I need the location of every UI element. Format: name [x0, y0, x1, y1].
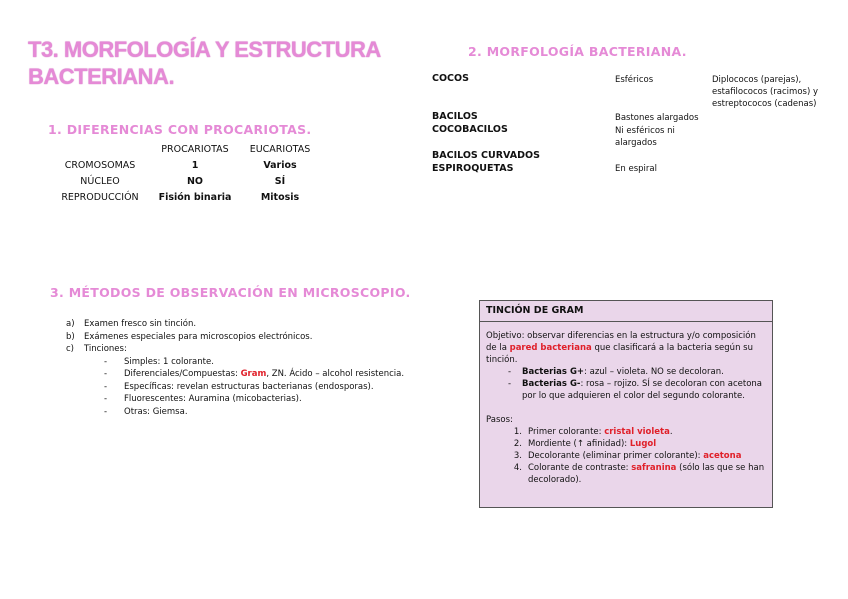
- gram-objective: [486, 330, 766, 366]
- table-row: [50, 173, 330, 189]
- sub-list-item: [66, 356, 404, 369]
- list-item: [66, 318, 404, 331]
- step-highlight: cristal violeta: [604, 427, 670, 437]
- step-number: 1.: [513, 427, 522, 437]
- list-item: [66, 343, 404, 356]
- cocos-types: Diplococos (parejas), estafilococos (racimos) y estreptococos (cadenas): [712, 75, 819, 109]
- bacteria-item: [486, 366, 766, 378]
- list-item: [66, 331, 404, 344]
- row-label: REPRODUCCIÓN: [61, 191, 139, 203]
- gram-stain-box: [479, 300, 773, 508]
- dash-bullet: -: [104, 356, 108, 367]
- dash-bullet: -: [104, 394, 108, 404]
- section3-heading: 3. MÉTODOS DE OBSERVACIÓN EN MICROSCOPIO.: [50, 285, 411, 300]
- sub-item-text: Diferenciales/Compuestas:: [124, 369, 241, 379]
- list-marker: a): [66, 319, 75, 329]
- list-item-text: Examen fresco sin tinción.: [84, 319, 197, 329]
- step-number: 3.: [513, 451, 522, 461]
- bacteria-text: : azul – violeta. NO se decoloran.: [584, 367, 724, 377]
- bacilos-label: BACILOS: [432, 111, 478, 122]
- table-header-row: [50, 141, 330, 157]
- step-item: [486, 462, 766, 486]
- dash-bullet: -: [104, 406, 108, 417]
- header-procariotas: PROCARIOTAS: [161, 143, 229, 155]
- comparison-table: [50, 141, 330, 205]
- methods-list: [66, 318, 404, 418]
- cell-procariotas: 1: [191, 159, 199, 171]
- gram-box-title: TINCIÓN DE GRAM: [480, 305, 772, 322]
- row-label: NÚCLEO: [80, 175, 120, 187]
- step-number: 4.: [513, 463, 522, 473]
- sub-item-text: Específicas: revelan estructuras bacterianas (endosporas).: [124, 381, 374, 392]
- dash-bullet: -: [104, 381, 108, 392]
- highlight-gram: Gram: [240, 369, 267, 379]
- highlight-pared: pared bacteriana: [509, 343, 592, 353]
- list-item-text: Tinciones:: [84, 344, 127, 354]
- sub-list-item: [66, 368, 404, 381]
- table-row: [50, 157, 330, 173]
- step-item: [486, 450, 766, 462]
- step-text: Colorante de contraste:: [528, 463, 632, 473]
- sub-item-text: Otras: Giemsa.: [124, 406, 188, 417]
- sub-list-item: [66, 381, 404, 394]
- step-highlight: safranina: [631, 463, 677, 473]
- dash-bullet: -: [104, 369, 108, 379]
- curvados-label: BACILOS CURVADOS: [432, 150, 540, 161]
- list-marker: c): [66, 344, 74, 354]
- list-marker: b): [66, 331, 75, 342]
- dash-bullet: -: [508, 367, 512, 377]
- step-number: 2.: [513, 439, 522, 449]
- step-text: Mordiente (↑ afinidad):: [528, 439, 630, 449]
- espiroquetas-label: ESPIROQUETAS: [432, 163, 514, 174]
- sub-item-text-post: , ZN. Ácido – alcohol resistencia.: [266, 369, 405, 379]
- bacteria-text: : rosa – rojizo. SÍ se decoloran con acetona por lo que adquieren el color del segundo colorante.: [522, 379, 762, 401]
- cell-eucariotas: Varios: [263, 159, 297, 171]
- step-highlight: acetona: [703, 451, 742, 461]
- step-text: Primer colorante:: [528, 427, 605, 437]
- sub-list-item: [66, 393, 404, 406]
- step-text-post: (sólo las que se han decolorado).: [528, 463, 765, 485]
- step-item: [486, 426, 766, 438]
- section1-heading: 1. DIFERENCIAS CON PROCARIOTAS.: [48, 122, 312, 137]
- step-highlight: Lugol: [629, 439, 657, 449]
- sub-item-text: Simples: 1 colorante.: [124, 356, 214, 367]
- sub-item-text: Fluorescentes: Auramina (micobacterias).: [124, 394, 302, 404]
- bacteria-label: Bacterias G+: [522, 367, 585, 377]
- curvados-shape: En espiral: [615, 164, 657, 174]
- cocobacilos-label: COCOBACILOS: [432, 124, 508, 135]
- row-label: CROMOSOMAS: [64, 159, 136, 171]
- cell-procariotas: NO: [186, 175, 204, 187]
- cell-eucariotas: SÍ: [274, 175, 286, 187]
- cocos-label: COCOS: [432, 73, 469, 84]
- cocobacilos-shape: Ni esféricos ni alargados: [615, 126, 675, 148]
- section2-heading: 2. MORFOLOGÍA BACTERIANA.: [468, 44, 687, 59]
- step-text-post: .: [669, 427, 673, 437]
- steps-label: Pasos:: [486, 415, 513, 425]
- header-eucariotas: EUCARIOTAS: [249, 143, 311, 155]
- list-item-text: Exámenes especiales para microscopios electrónicos.: [84, 331, 313, 342]
- dash-bullet: -: [508, 379, 512, 389]
- cell-eucariotas: Mitosis: [260, 191, 300, 203]
- objective-text: Objetivo: observar diferencias en la estructura y/o composición de la: [486, 331, 756, 353]
- bacteria-label: Bacterias G-: [522, 379, 581, 389]
- document-title: T3. MORFOLOGÍA Y ESTRUCTURA BACTERIANA.: [28, 37, 380, 89]
- step-item: [486, 438, 766, 450]
- cocos-shape: Esféricos: [615, 75, 654, 85]
- objective-text-post: que clasificará a la bacteria según su tinción.: [486, 343, 753, 365]
- table-row: [50, 189, 330, 205]
- bacteria-item: [486, 378, 766, 402]
- cell-procariotas: Fisión binaria: [158, 191, 232, 203]
- sub-list-item: [66, 406, 404, 419]
- step-text: Decolorante (eliminar primer colorante):: [528, 451, 704, 461]
- bacilos-shape: Bastones alargados: [615, 113, 699, 123]
